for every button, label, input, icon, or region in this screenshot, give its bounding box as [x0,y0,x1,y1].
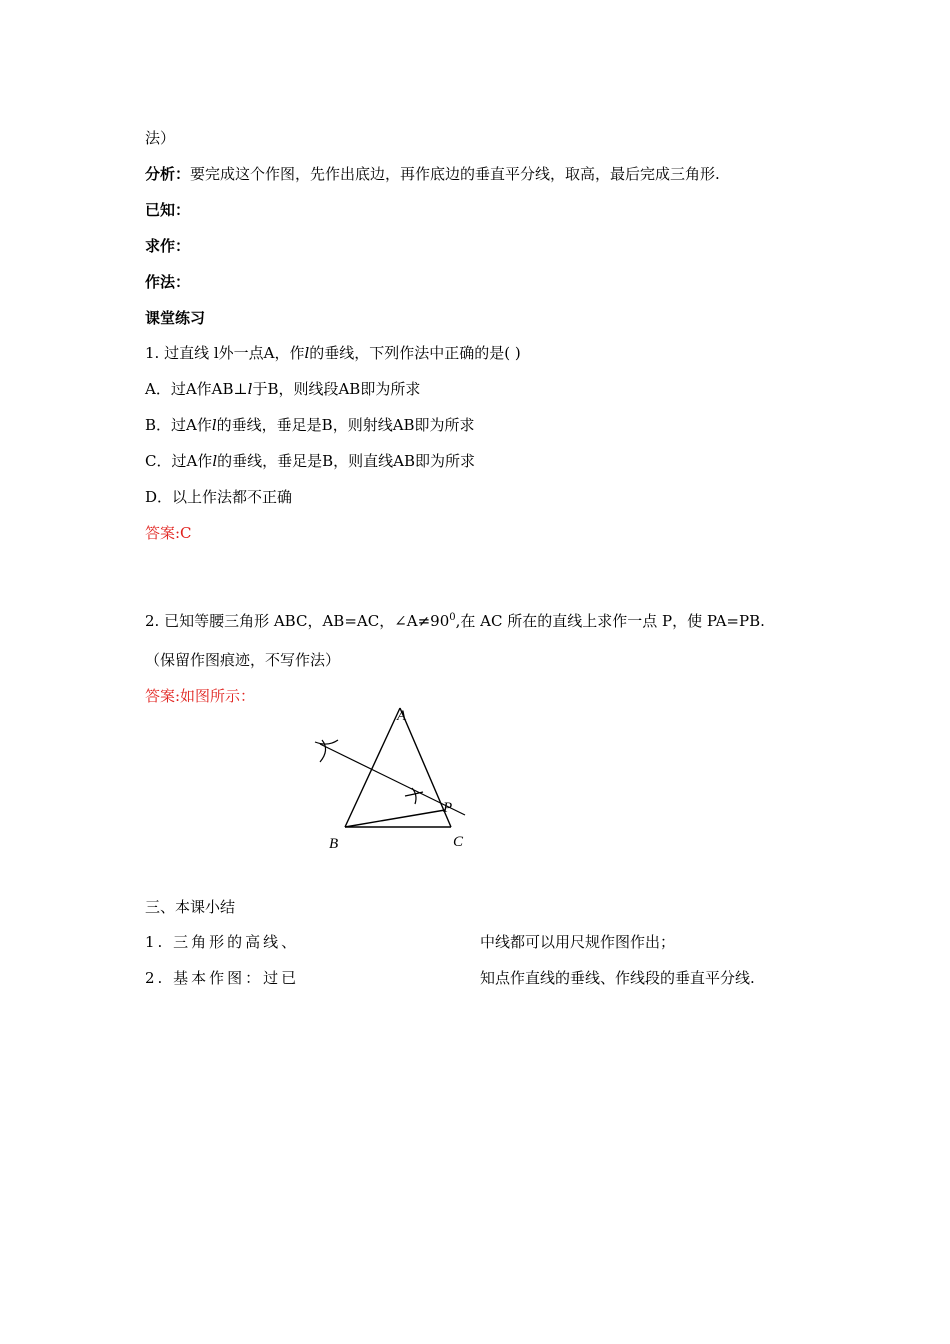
option-c-pre: C．过A作 [145,452,213,470]
summary-item-2-left: 2. 基本作图：过已 [145,969,300,987]
q1-prefix: 1. 过直线 l外一点A，作 [145,344,305,362]
find-label: 求作： [145,237,191,255]
q1-answer: 答案:C [145,524,192,542]
analysis-text: 要完成这个作图，先作出底边，再作底边的垂直平分线，取高，最后完成三角形. [190,165,720,183]
arc-mark-top-2 [315,740,338,744]
construction-figure [300,700,490,860]
summary-item-1-right: 中线都可以用尺规作图作出； [480,933,676,951]
side-ab [345,708,400,827]
q2-line1: 2. 已知等腰三角形 ABC，AB=AC，∠A≠90 [145,612,450,630]
point-label-p: P [443,800,453,816]
segment-bp [345,810,445,827]
option-a-line-symbol: l [247,380,253,398]
vertex-label-b: B [329,836,339,852]
option-a-pre: A．过A作AB⊥ [145,380,248,398]
q2-superscript: 0 [449,612,456,623]
option-c-post: 的垂线，垂足是B，则直线AB即为所求 [217,452,476,470]
option-b-post: 的垂线，垂足是B，则射线AB即为所求 [216,416,475,434]
summary-item-1-left: 1. 三角形的高线、 [145,933,300,951]
q2-line1-tail: ,在 AC 所在的直线上求作一点 P，使 PA=PB. [455,612,765,630]
option-c-line-symbol: l [212,452,218,470]
arc-mark-bottom-2 [405,792,423,796]
option-b-pre: B．过A作 [145,416,212,434]
question-2 [145,608,765,631]
summary-heading: 三、本课小结 [145,898,236,916]
q1-option-d: D．以上作法都不正确 [145,488,293,506]
practice-heading: 课堂练习 [145,309,206,327]
q2-answer: 答案:如图所示： [145,687,256,705]
question-1 [145,343,521,363]
analysis-label: 分析： [145,165,191,183]
q1-suffix: 的垂线，下列作法中正确的是( ) [309,344,521,362]
analysis-paragraph [145,164,720,184]
option-a-post: 于B，则线段AB即为所求 [252,380,421,398]
known-label: 已知： [145,201,191,219]
method-label: 作法： [145,273,191,291]
option-b-line-symbol: l [211,416,217,434]
summary-item-2-right: 知点作直线的垂线、作线段的垂直平分线. [480,969,755,987]
q1-option-c [145,451,475,471]
vertex-label-a: A [397,708,407,724]
q1-option-b [145,415,475,435]
q1-option-a [145,379,420,399]
q1-line-symbol: l [304,344,310,362]
vertex-label-c: C [453,834,464,850]
intro-tail: 法） [145,129,176,147]
q2-note: （保留作图痕迹，不写作法） [145,651,341,669]
